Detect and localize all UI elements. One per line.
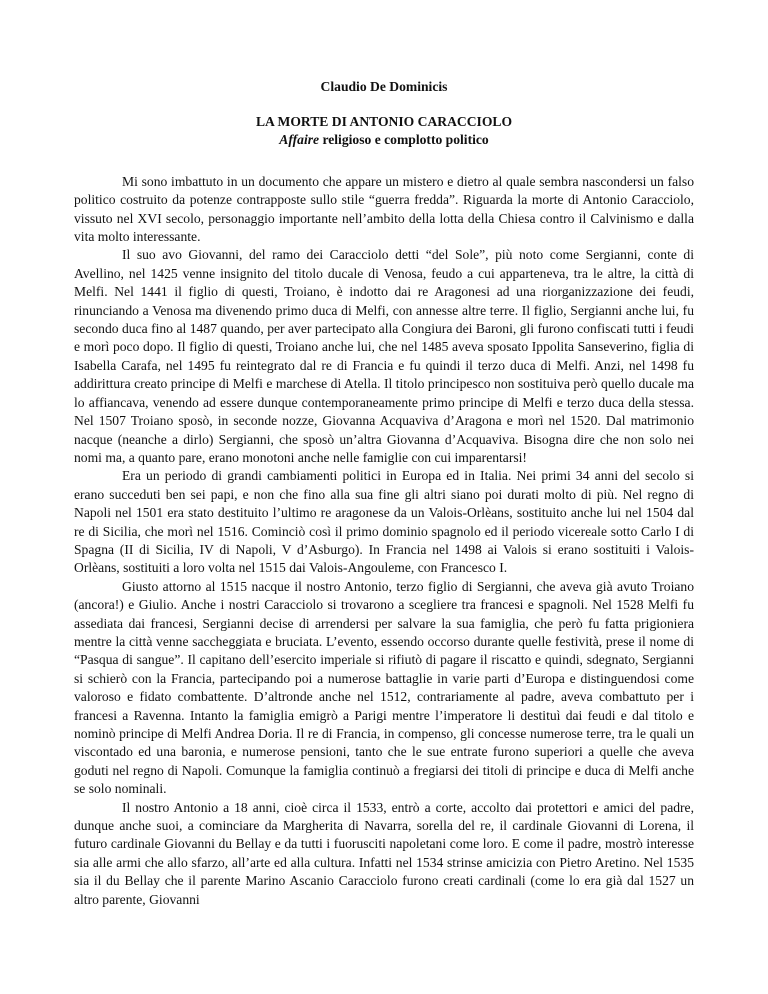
subtitle-rest: religioso e complotto politico bbox=[319, 132, 489, 148]
document-subtitle bbox=[74, 131, 694, 149]
paragraph: Giusto attorno al 1515 nacque il nostro Antonio, terzo figlio di Sergianni, che aveva già avuto Troiano (ancora!) e Giulio. Anche i nostri Caracciolo si trovarono a scegliere tra francesi e spagnoli. Nel 1528 Melfi fu assediata dai francesi, Sergianni decise di arrendersi per salvare la sua famiglia, che però fu fatta prigioniera mentre la città venne saccheggiata e bruciata. L’evento, essendo occorso durante quelle festività, prese il nome di “Pasqua di sangue”. Il capitano dell’esercito imperiale si rifiutò di pagare il riscatto e quindi, sdegnato, Sergianni si schierò con la Francia, partecipando poi a numerose battaglie in varie parti d’Europa e distinguendosi come valoroso e fidato combattente. D’altronde anche nel 1512, contrariamente al padre, aveva combattuto per i francesi a Ravenna. Intanto la famiglia emigrò a Parigi mentre l’imperatore li destituì dai feudi e dal titolo e nominò principe di Melfi Andrea Doria. Il re di Francia, in compenso, gli concesse numerose terre, tra le quali un viscontado ed una baronia, e numerose pensioni, tanto che le sue entrate furono superiori a quelle che aveva goduti nel regno di Napoli. Comunque la famiglia continuò a fregiarsi dei titoli di principe e duca di Melfi anche se solo nominali. bbox=[74, 578, 694, 797]
document-title: LA MORTE DI ANTONIO CARACCIOLO bbox=[255, 114, 513, 129]
author-name: Claudio De Dominicis bbox=[320, 79, 448, 94]
paragraph: Mi sono imbattuto in un documento che appare un mistero e dietro al quale sembra nascondersi un falso politico costruito da potenze contrapposte sullo stile “guerra fredda”. Riguarda la morte di Antonio Caracciolo, vissuto nel XVI secolo, personaggio importante nell’ambito della lotta della Chiesa contro il Calvinismo e dalla vita molto interessante. bbox=[74, 173, 694, 245]
document-body bbox=[74, 173, 694, 909]
document-page bbox=[74, 78, 694, 909]
paragraph: Il suo avo Giovanni, del ramo dei Caracciolo detti “del Sole”, più noto come Sergianni, conte di Avellino, nel 1425 venne insignito del titolo ducale di Venosa, feudo a cui apparteneva, tra le altre, la città di Melfi. Nel 1441 il figlio di questi, Troiano, è indotto dai re Aragonesi ad una riorganizzazione dei feudi, rinunciando a Venosa ma divenendo primo duca di Melfi, con annesse altre terre. Il figlio, Sergianni anche lui, fu secondo duca fino al 1487 quando, per aver partecipato alla Congiura dei Baroni, gli furono confiscati tutti i feudi e morì poco dopo. Il figlio di questi, Troiano anche lui, che nel 1485 aveva sposato Ippolita Sanseverino, figlia di Isabella Carafa, nel 1495 fu reintegrato dal re di Francia e fu quindi il terzo duca di Melfi. Anzi, nel 1498 fu addirittura creato principe di Melfi e marchese di Atella. Il titolo principesco non sostituiva però quello ducale ma lo affiancava, venendo ad essere dunque contemporaneamente primo principe di Melfi e terzo duca della stessa. Nel 1507 Troiano sposò, in seconde nozze, Giovanna Acquaviva d’Aragona e morì nel 1520. Dal matrimonio nacque (neanche a dirlo) Sergianni, che sposò un’altra Giovanna d’Acquaviva. Bisogna dire che non solo nei nomi ma, a quanto pare, erano monotoni anche nelle famiglie con cui imparentarsi! bbox=[74, 247, 694, 465]
subtitle-italic: Affaire bbox=[279, 132, 320, 148]
paragraph: Il nostro Antonio a 18 anni, cioè circa il 1533, entrò a corte, accolto dai protettori e amici del padre, dunque anche suoi, a cominciare da Margherita di Navarra, sorella del re, il cardinale Giovanni di Lorena, il futuro cardinale Giovanni du Bellay e da tutti i fuorusciti napoletani come loro. E come il padre, mostrò interesse sia alle armi che allo sfarzo, all’arte ed alla cultura. Infatti nel 1534 strinse amicizia con Pietro Aretino. Nel 1535 sia il du Bellay che il parente Marino Ascanio Caracciolo furono creati cardinali (come lo era già dal 1527 un altro parente, Giovanni bbox=[74, 799, 694, 907]
paragraph: Era un periodo di grandi cambiamenti politici in Europa ed in Italia. Nei primi 34 anni del secolo si erano succeduti ben sei papi, e non che fino alla sua fine gli altri siano poi durati molto di più. Nel regno di Napoli nel 1501 era stato destituito l’ultimo re aragonese da un Valois-Orlèans, sostituito anche lui nel 1504 dal re di Sicilia, che morì nel 1516. Cominciò così il primo dominio spagnolo ed il periodo vicereale sotto Carlo I di Spagna (II di Sicilia, IV di Napoli, V d’Asburgo). In Francia nel 1498 ai Valois si erano sostituiti i Valois-Orlèans, sostituiti a loro volta nel 1515 dai Valois-Angouleme, con Francesco I. bbox=[74, 468, 694, 576]
